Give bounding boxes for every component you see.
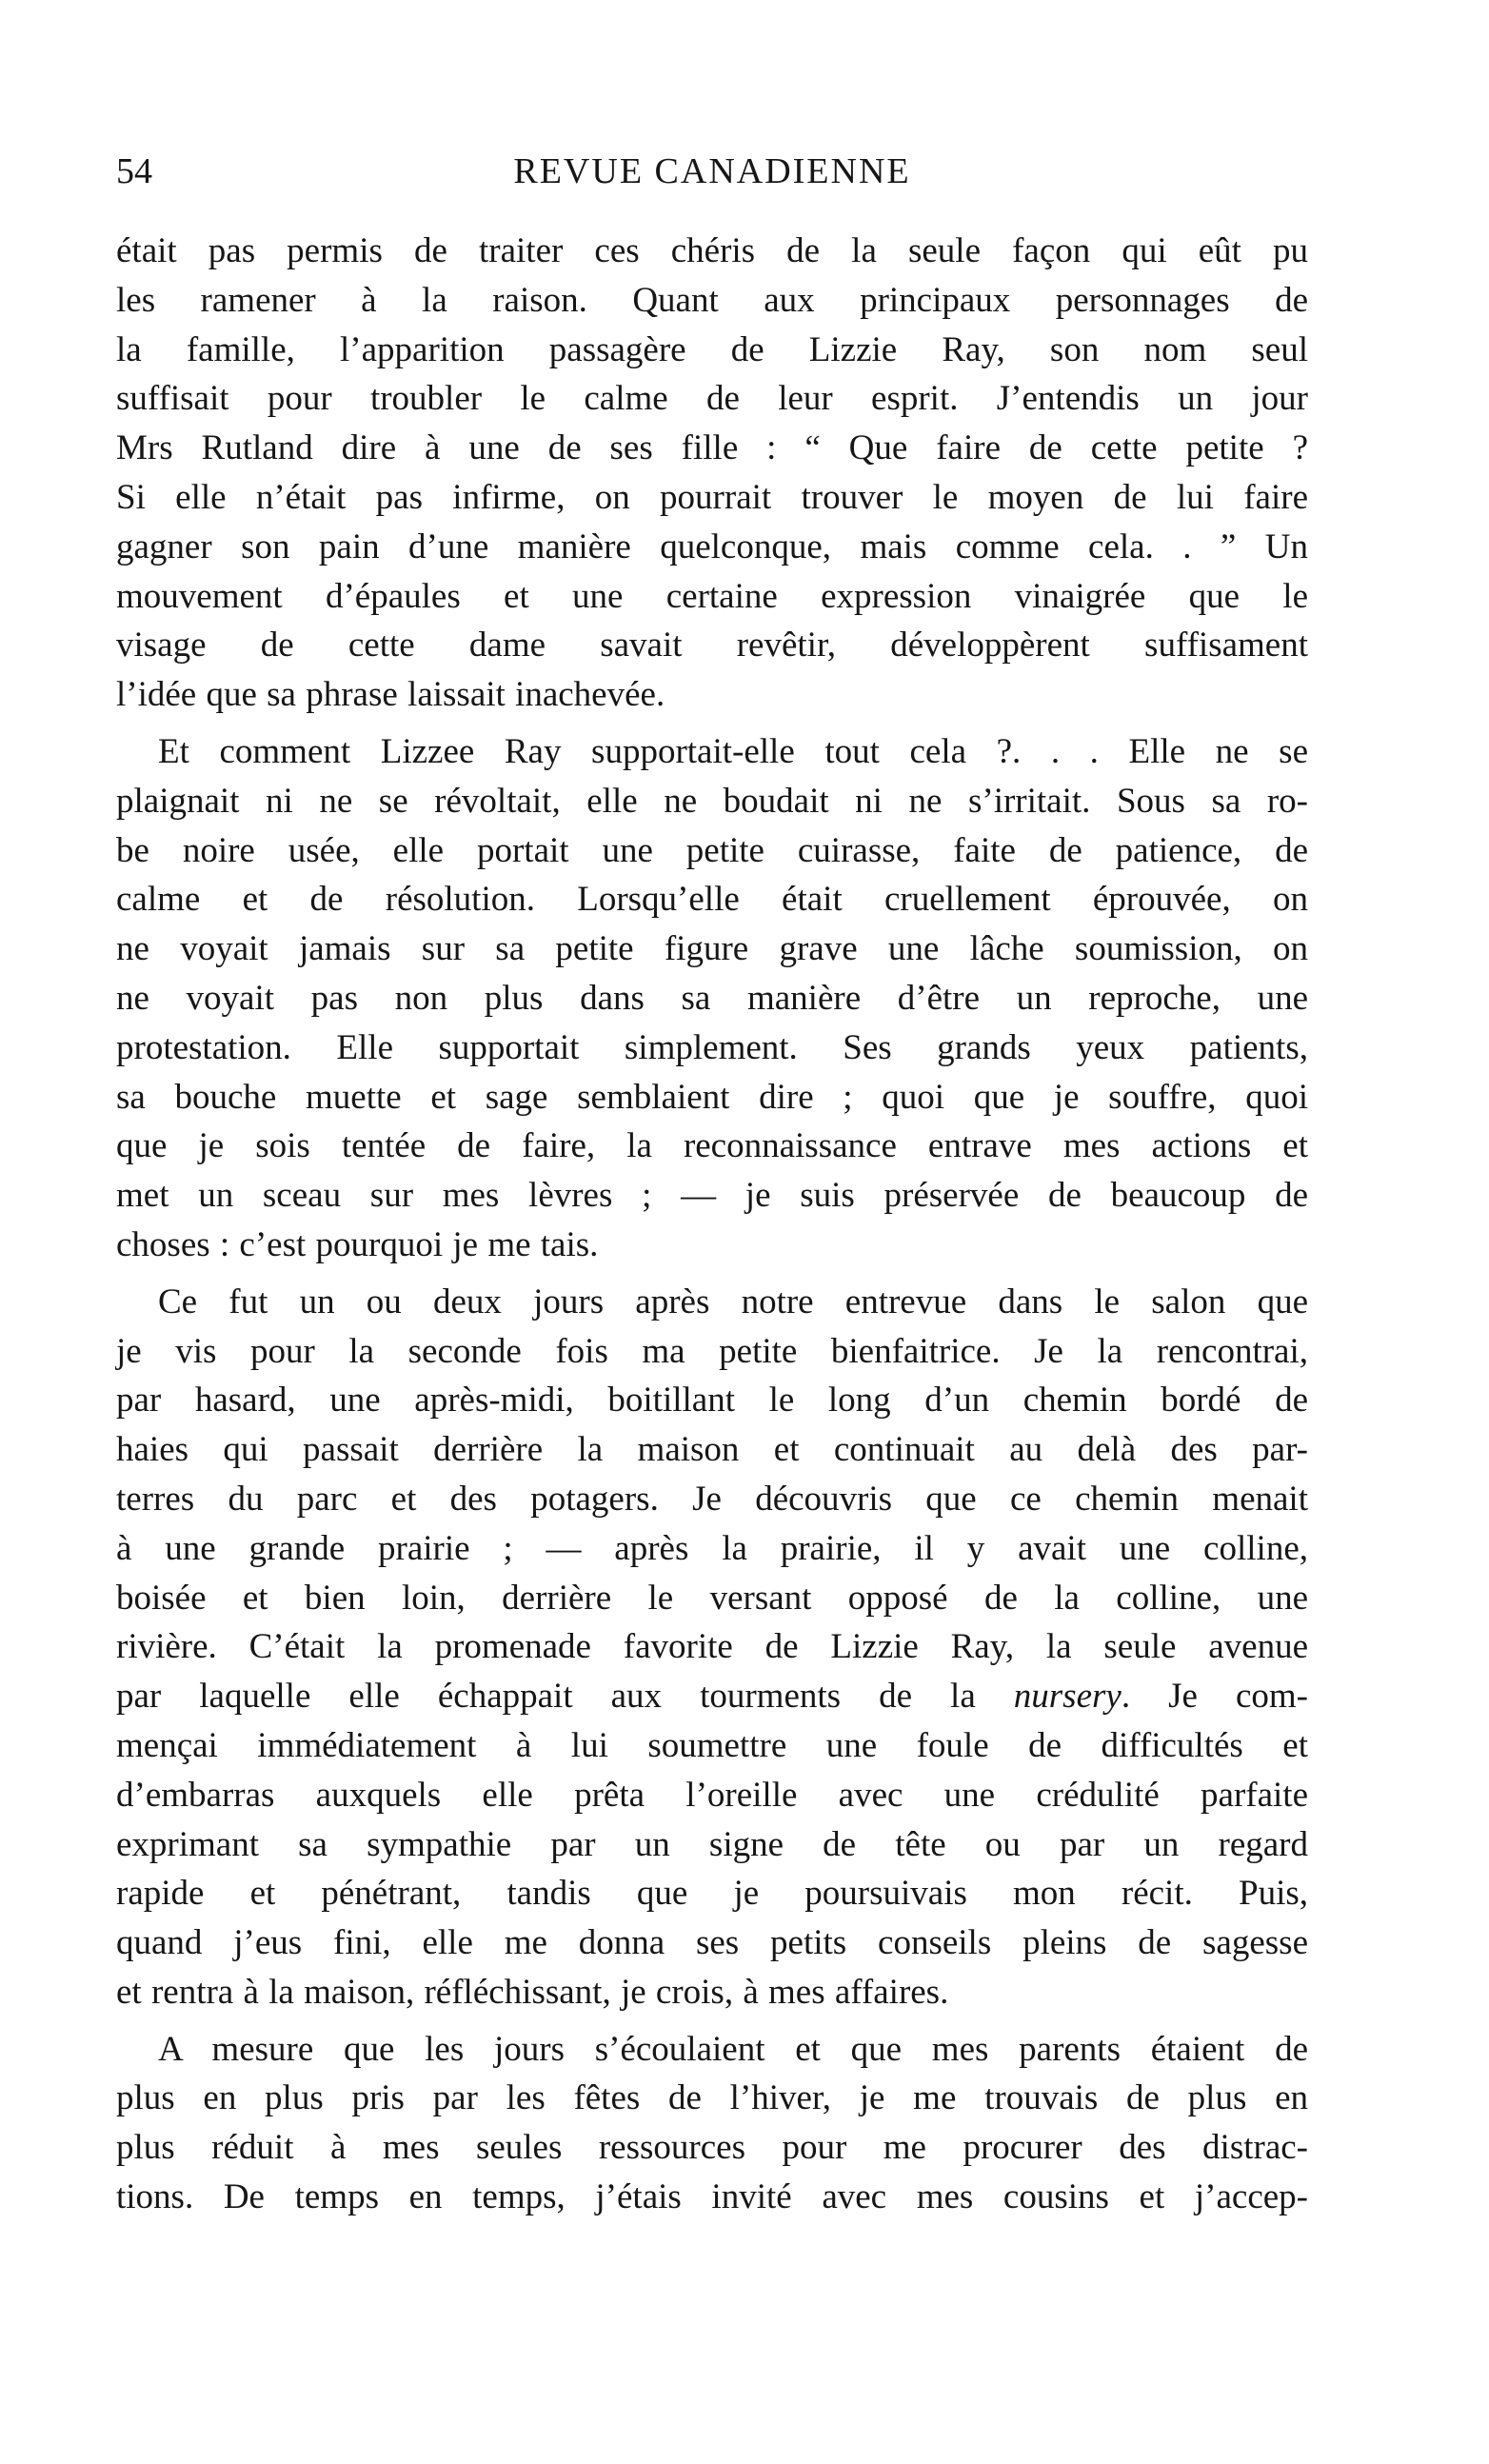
text-line: quand j’eus fini, elle me donna ses petits conseils pleins de sagesse [116, 1923, 1308, 1963]
text-line: Ce fut un ou deux jours après notre entrevue dans le salon que [158, 1282, 1308, 1321]
italic-word: nursery [1013, 1677, 1122, 1717]
paragraph-4 [116, 2025, 1308, 2222]
text-line: exprimant sa sympathie par un signe de tête ou par un regard [116, 1824, 1308, 1864]
text-line: gagner son pain d’une manière quelconque, mais comme cela. . ” Un [116, 527, 1308, 566]
text-line-with-italic [116, 1672, 1308, 1721]
text-line: met un sceau sur mes lèvres ; — je suis préservée de beaucoup de [116, 1176, 1308, 1216]
page-number: 54 [116, 151, 152, 191]
text-line: choses : c’est pourquoi je me tais. [116, 1224, 599, 1264]
text-line: rapide et pénétrant, tandis que je poursuivais mon récit. Puis, [116, 1874, 1308, 1914]
text-line: mouvement d’épaules et une certaine expression vinaigrée que le [116, 576, 1308, 616]
text-line: visage de cette dame savait revêtir, développèrent suffisament [116, 626, 1308, 666]
text-line: que je sois tentée de faire, la reconnaissance entrave mes actions et [116, 1126, 1308, 1166]
text-segment: par laquelle elle échappait aux tourments de la [116, 1677, 1014, 1717]
text-line: plus réduit à mes seules ressources pour me procurer des distrac- [116, 2128, 1308, 2168]
text-line: tions. De temps en temps, j’étais invité avec mes cousins et j’accep- [116, 2177, 1308, 2217]
text-line: protestation. Elle supportait simplement. Ses grands yeux patients, [116, 1027, 1308, 1067]
text-line: et rentra à la maison, réfléchissant, je crois, à mes affaires. [116, 1972, 949, 2012]
text-line: Et comment Lizzee Ray supportait-elle tout cela ?. . . Elle ne se [158, 731, 1308, 771]
page-header [116, 143, 1308, 200]
text-line: l’idée que sa phrase laissait inachevée. [116, 675, 665, 715]
running-title: REVUE CANADIENNE [513, 151, 911, 191]
text-segment: . Je com- [1121, 1677, 1308, 1717]
text-line: Mrs Rutland dire à une de ses fille : “ Que faire de cette petite ? [116, 428, 1308, 468]
text-line: plus en plus pris par les fêtes de l’hiver, je me trouvais de plus en [116, 2078, 1308, 2118]
text-line: ne voyait pas non plus dans sa manière d’être un reproche, une [116, 978, 1308, 1018]
text-line: d’embarras auxquels elle prêta l’oreille avec une crédulité parfaite [116, 1775, 1308, 1815]
paragraph-3 [116, 1278, 1308, 2017]
text-line: calme et de résolution. Lorsqu’elle était cruellement éprouvée, on [116, 880, 1308, 920]
text-line: ne voyait jamais sur sa petite figure grave une lâche soumission, on [116, 929, 1308, 969]
text-line: à une grande prairie ; — après la prairie, il y avait une colline, [116, 1528, 1308, 1568]
text-line: suffisait pour troubler le calme de leur esprit. J’entendis un jour [116, 379, 1308, 419]
text-line: Si elle n’était pas infirme, on pourrait trouver le moyen de lui faire [116, 477, 1308, 517]
text-line: je vis pour la seconde fois ma petite bienfaitrice. Je la rencontrai, [116, 1331, 1308, 1371]
text-line: par hasard, une après-midi, boitillant le long d’un chemin bordé de [116, 1381, 1308, 1421]
text-line: haies qui passait derrière la maison et continuait au delà des par- [116, 1430, 1308, 1470]
text-line: plaignait ni ne se révoltait, elle ne boudait ni ne s’irritait. Sous sa ro- [116, 781, 1308, 821]
text-line: mençai immédiatement à lui soumettre une foule de difficultés et [116, 1725, 1308, 1765]
text-line: terres du parc et des potagers. Je découvris que ce chemin menait [116, 1479, 1308, 1519]
text-line: be noire usée, elle portait une petite cuirasse, faite de patience, de [116, 830, 1308, 870]
text-line: sa bouche muette et sage semblaient dire ; quoi que je souffre, quoi [116, 1077, 1308, 1117]
text-line: boisée et bien loin, derrière le versant opposé de la colline, une [116, 1578, 1308, 1618]
text-line: les ramener à la raison. Quant aux principaux personnages de [116, 280, 1308, 320]
text-line: était pas permis de traiter ces chéris de la seule façon qui eût pu [116, 231, 1308, 270]
text-line: rivière. C’était la promenade favorite de Lizzie Ray, la seule avenue [116, 1627, 1308, 1667]
text-line: la famille, l’apparition passagère de Lizzie Ray, son nom seul [116, 329, 1308, 369]
paragraph-1 [116, 227, 1308, 720]
text-line: A mesure que les jours s’écoulaient et que mes parents étaient de [158, 2029, 1308, 2069]
paragraph-2 [116, 727, 1308, 1270]
body-text [116, 227, 1308, 2230]
